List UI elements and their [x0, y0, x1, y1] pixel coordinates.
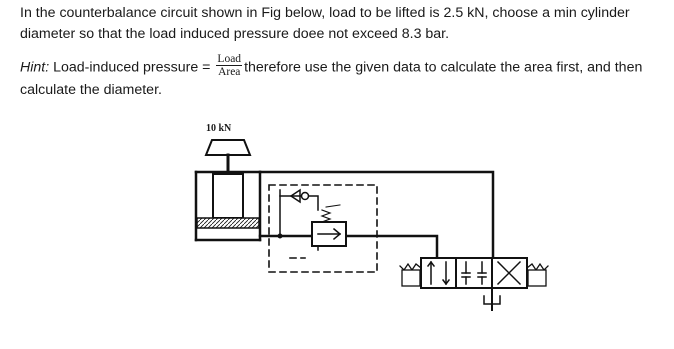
load-weight-symbol [206, 140, 250, 172]
cap-side-pipe [260, 190, 437, 270]
hydraulic-cylinder [196, 172, 260, 240]
question-line-1: In the counterbalance circuit shown in Fig below, load to be lifted is 2.5 kN, choose a min cylinder [20, 5, 630, 21]
fraction-numerator: Load [217, 53, 242, 65]
hint-line-2: calculate the diameter. [20, 82, 162, 98]
counterbalance-valve [312, 205, 346, 246]
fraction-denominator: Area [218, 66, 241, 78]
tank-symbol [484, 288, 500, 310]
load-label: 10 kN [206, 123, 232, 134]
directional-control-valve [400, 258, 548, 288]
hint-text-before: Load-induced pressure = [49, 59, 211, 76]
question-line-2: diameter so that the load induced pressure doee not exceed 8.3 bar. [20, 26, 450, 42]
left-spring [400, 264, 421, 270]
right-spring [527, 264, 548, 270]
hint-lead: Hint: [20, 59, 50, 76]
cylinder-piston [197, 218, 259, 228]
hint-text-after: therefore use the given data to calculate the area first, and then [244, 59, 643, 76]
